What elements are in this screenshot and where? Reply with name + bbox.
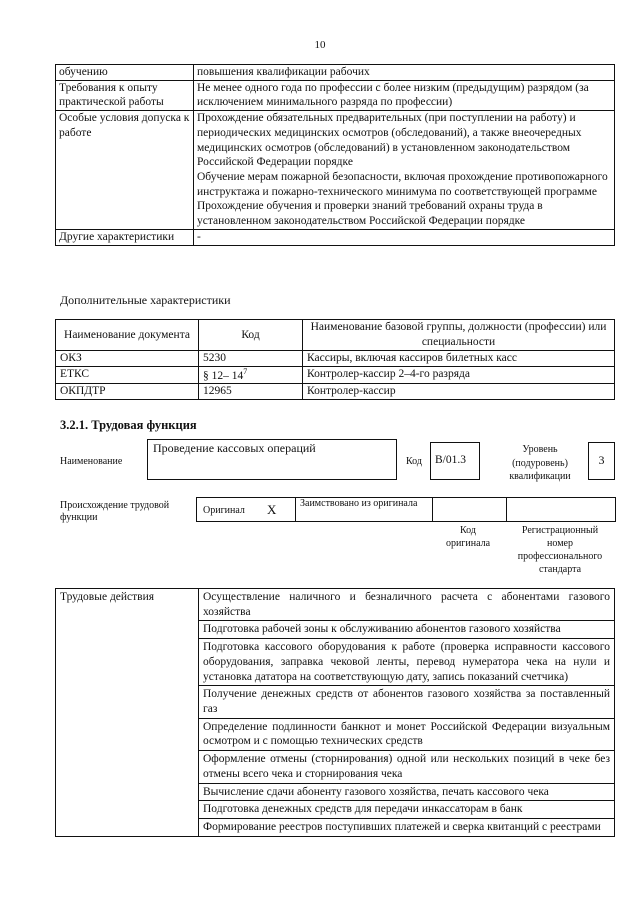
header-doc: Наименование документа	[56, 320, 199, 351]
code-cell	[199, 366, 303, 384]
doc-cell: ОКЗ	[56, 351, 199, 367]
page-number: 10	[314, 39, 326, 51]
name-cell: Контролер-кассир 2–4-го разряда	[303, 366, 615, 384]
level-value: 3	[588, 442, 615, 480]
header-name: Наименование базовой группы, должности (профессии) или специальности	[303, 320, 615, 351]
value-paragraph: Обучение мерам пожарной безопасности, включая прохождение противопожарного инструктажа и пожарно-технического минимума по соответствующей программе	[197, 171, 608, 198]
name-cell: Кассиры, включая кассиров билетных касс	[303, 351, 615, 367]
additional-table	[55, 319, 615, 400]
row-value	[194, 111, 615, 230]
labor-action-item: Получение денежных средств от абонентов газового хозяйства за поставленный газ	[199, 686, 615, 718]
origin-box	[196, 497, 616, 522]
labor-actions-label: Трудовые действия	[56, 589, 199, 837]
table-row	[56, 111, 615, 230]
row-label: Требования к опыту практической работы	[56, 80, 194, 110]
code-text: § 12– 14	[203, 369, 244, 382]
reg-number-cell	[506, 497, 616, 522]
labor-actions-table	[55, 588, 615, 837]
row-value: Не менее одного года по профессии с более низким (предыдущим) разрядом (за исключением минимального разряда по профессии)	[194, 80, 615, 110]
table-row	[56, 384, 615, 400]
code-original-label: Код оригинала	[445, 525, 491, 549]
table-row	[56, 80, 615, 110]
table-row	[56, 351, 615, 367]
requirements-table	[55, 64, 615, 246]
table-row	[56, 366, 615, 384]
labor-action-item: Подготовка кассового оборудования к работе (проверка исправности кассового оборудования, заправка чековой ленты, перевод нумератора чека на нули и установка дататора на соответствующую дату, запись показаний счетчика)	[199, 639, 615, 686]
labor-action-item: Формирование реестров поступивших платежей и сверка квитанций с реестрами	[199, 819, 615, 837]
row-value: -	[194, 229, 615, 245]
row-label: обучению	[56, 65, 194, 81]
labor-action-item: Оформление отмены (сторнирования) одной или нескольких позиций в чеке без отмены всего чека и сторнирования чека	[199, 751, 615, 783]
labor-action-item: Вычисление сдачи абоненту газового хозяйства, печать кассового чека	[199, 783, 615, 801]
section-title: 3.2.1. Трудовая функция	[60, 418, 197, 432]
original-label: Оригинал	[203, 505, 245, 516]
value-paragraph: Прохождение обучения и проверки знаний требований охраны труда в установленном законодательством Российской Федерации порядке	[197, 200, 543, 228]
row-label: Особые условия допуска к работе	[56, 111, 194, 230]
header-code: Код	[199, 320, 303, 351]
labor-action-item: Осуществление наличного и безналичного расчета с абонентами газового хозяйства	[199, 589, 615, 621]
original-cell	[196, 497, 296, 522]
footnote-ref: 7	[243, 366, 248, 376]
table-header	[56, 320, 615, 351]
level-label: Уровень (подуровень) квалификации	[509, 444, 571, 482]
borrowed-cell: Заимствовано из оригинала	[295, 497, 433, 522]
row-label: Другие характеристики	[56, 229, 194, 245]
doc-cell: ОКПДТР	[56, 384, 199, 400]
row-value: повышения квалификации рабочих	[194, 65, 615, 81]
code-cell: 5230	[199, 351, 303, 367]
name-cell: Контролер-кассир	[303, 384, 615, 400]
table-row	[56, 229, 615, 245]
original-mark: X	[267, 502, 277, 517]
table-row	[56, 589, 615, 621]
labor-action-item: Подготовка денежных средств для передачи инкассаторам в банк	[199, 801, 615, 819]
origin-label: Происхождение трудовой функции	[60, 500, 170, 523]
function-name-label: Наименование	[60, 456, 123, 467]
additional-title: Дополнительные характеристики	[60, 293, 231, 307]
table-row	[56, 65, 615, 81]
function-name-value: Проведение кассовых операций	[147, 439, 397, 480]
function-code-value: B/01.3	[430, 442, 480, 480]
code-label: Код	[406, 456, 422, 467]
labor-action-item: Подготовка рабочей зоны к обслуживанию абонентов газового хозяйства	[199, 621, 615, 639]
code-cell: 12965	[199, 384, 303, 400]
doc-cell: ЕТКС	[56, 366, 199, 384]
labor-action-item: Определение подлинности банкнот и монет Российской Федерации визуальным осмотром и с помощью технических средств	[199, 718, 615, 750]
value-paragraph: Прохождение обязательных предварительных (при поступлении на работу) и периодических медицинских осмотров (обследований), а также внеочередных медицинских осмотров (обследований) в установленном законодательством Российской Федерации порядке	[197, 112, 582, 169]
code-original-cell	[432, 497, 507, 522]
reg-number-label: Регистрационный номер профессионального стандарта	[517, 525, 603, 575]
